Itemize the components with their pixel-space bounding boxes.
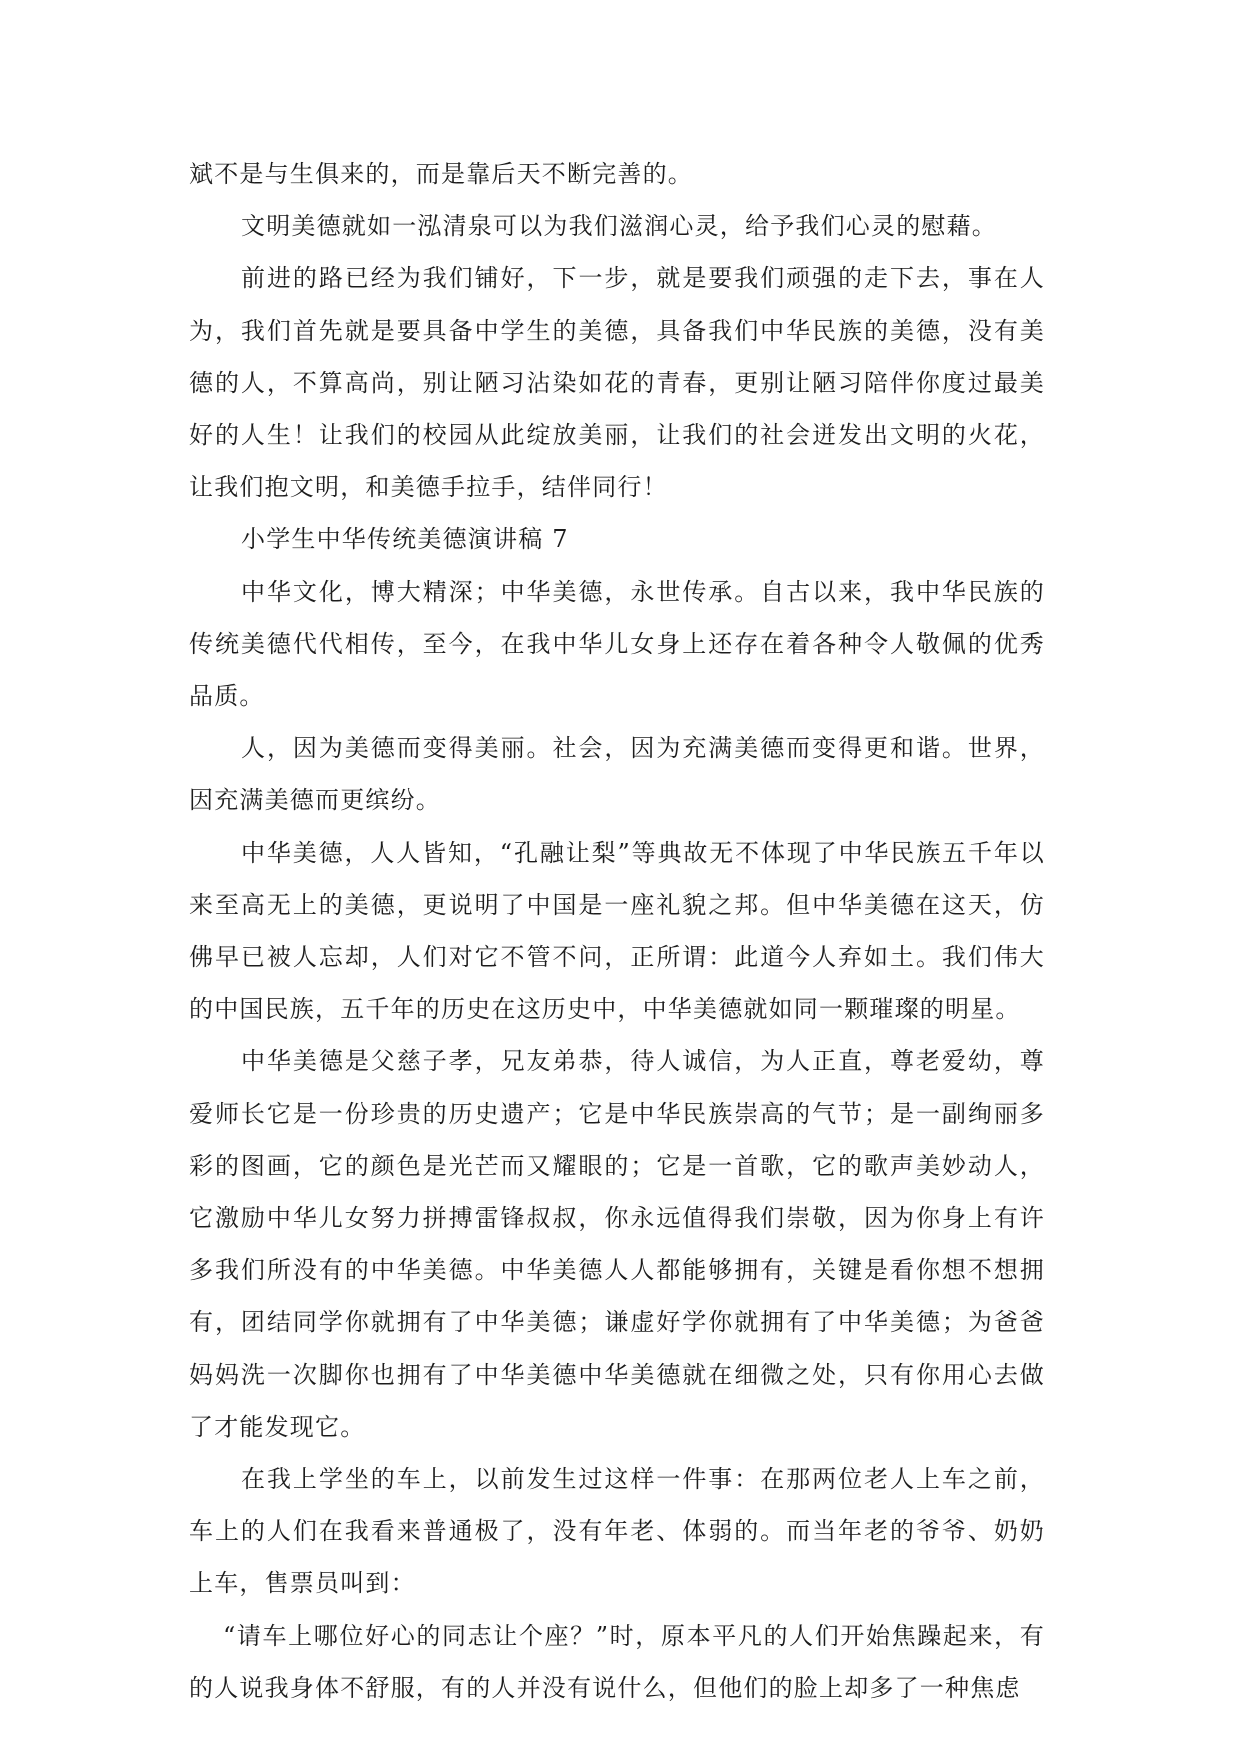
paragraph: 人，因为美德而变得美丽。社会，因为充满美德而变得更和谐。世界，因充满美德而更缤纷。 (189, 734, 1045, 815)
paragraph: 前进的路已经为我们铺好，下一步，就是要我们顽强的走下去，事在人为，我们首先就是要具备中学生的美德，具备我们中华民族的美德，没有美德的人，不算高尚，别让陋习沾染如花的青春，更别让陋习陪伴你度过最美好的人生！让我们的校园从此绽放美丽，让我们的社会迸发出文明的火花，让我们抱文明，和美德手拉手，结伴同行！ (189, 264, 1045, 502)
paragraph-continued: 斌不是与生俱来的，而是靠后天不断完善的。 (189, 160, 693, 188)
paragraph: 文明美德就如一泓清泉可以为我们滋润心灵，给予我们心灵的慰藉。 (241, 212, 997, 241)
paragraph: 在我上学坐的车上，以前发生过这样一件事：在那两位老人上车之前，车上的人们在我看来普通极了，没有年老、体弱的。而当年老的爷爷、奶奶上车，售票员叫到： (189, 1465, 1045, 1598)
paragraph: 中华美德是父慈子孝，兄友弟恭，待人诚信，为人正直，尊老爱幼，尊爱师长它是一份珍贵的历史遗产；它是中华民族崇高的气节；是一副绚丽多彩的图画，它的颜色是光芒而又耀眼的；它是一首歌，它的歌声美妙动人，它激励中华儿女努力拼搏雷锋叔叔，你永远值得我们崇敬，因为你身上有许多我们所没有的中华美德。中华美德人人都能够拥有，关键是看你想不想拥有，团结同学你就拥有了中华美德；谦虚好学你就拥有了中华美德；为爸爸妈妈洗一次脚你也拥有了中华美德中华美德就在细微之处，只有你用心去做了才能发现它。 (189, 1047, 1045, 1441)
paragraph-quote: “请车上哪位好心的同志让个座？”时，原本平凡的人们开始焦躁起来，有的人说我身体不舒服，有的人并没有说什么，但他们的脸上却多了一种焦虑 (189, 1621, 1045, 1702)
section-heading: 小学生中华传统美德演讲稿 7 (241, 525, 569, 554)
paragraph: 中华文化，博大精深；中华美德，永世传承。自古以来，我中华民族的传统美德代代相传，至今，在我中华儿女身上还存在着各种令人敬佩的优秀品质。 (189, 577, 1045, 711)
document-body (189, 148, 1045, 1714)
paragraph: 中华美德，人人皆知，“孔融让梨”等典故无不体现了中华民族五千年以来至高无上的美德，更说明了中国是一座礼貌之邦。但中华美德在这天，仿佛早已被人忘却，人们对它不管不问，正所谓：此道今人弃如土。我们伟大的中国民族，五千年的历史在这历史中，中华美德就如同一颗璀璨的明星。 (189, 838, 1045, 1024)
